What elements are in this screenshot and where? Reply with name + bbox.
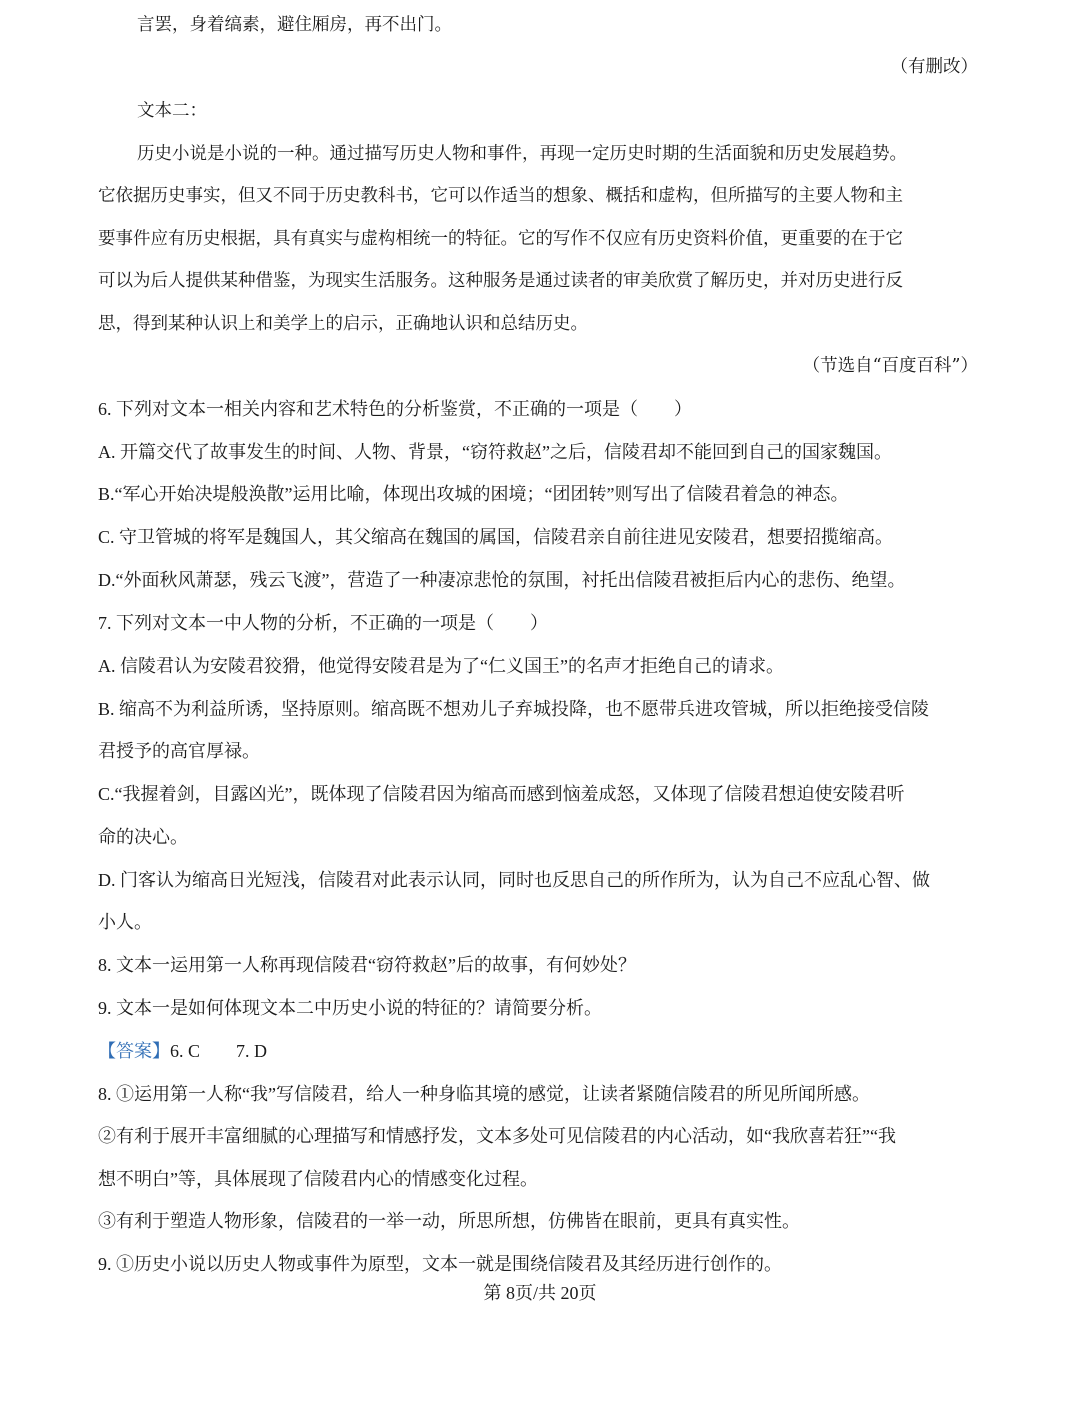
text2-line-2: 它依据历史事实，但又不同于历史教科书，它可以作适当的想象、概括和虚构，但所描写的主要人物和主 [98,186,903,206]
answer-8-point-1: 8. ①运用第一人称“我”写信陵君，给人一种身临其境的感觉，让读者紧随信陵君的所见所闻所感。 [98,1084,870,1104]
answer-line [98,1039,267,1063]
question-7-option-b-line-2: 君授予的高官厚禄。 [98,741,260,761]
text2-source: （节选自“百度百科”） [802,356,978,376]
question-7-option-c-line-1: C.“我握着剑，目露凶光”，既体现了信陵君因为缩高而感到恼羞成怒，又体现了信陵君想迫使安陵君听 [98,784,905,804]
text1-ending-line: 言罢，身着缟素，避住厢房，再不出门。 [137,15,452,35]
text2-line-1: 历史小说是小说的一种。通过描写历史人物和事件，再现一定历史时期的生活面貌和历史发展趋势。 [137,144,907,164]
answer-values: 6. C 7. D [170,1041,268,1061]
question-7-option-a: A. 信陵君认为安陵君狡猾，他觉得安陵君是为了“仁义国王”的名声才拒绝自己的请求。 [98,656,784,676]
answer-label: 【答案】 [98,1041,170,1061]
answer-9-point-1: 9. ①历史小说以历史人物或事件为原型，文本一就是围绕信陵君及其经历进行创作的。 [98,1254,782,1274]
question-6-option-a: A. 开篇交代了故事发生的时间、人物、背景，“窃符救赵”之后，信陵君却不能回到自己的国家魏国。 [98,442,892,462]
page-footer: 第 8页/共 20页 [483,1283,597,1303]
question-8-stem: 8. 文本一运用第一人称再现信陵君“窃符救赵”后的故事，有何妙处？ [98,955,636,975]
question-7-stem: 7. 下列对文本一中人物的分析，不正确的一项是（ ） [98,613,548,633]
question-6-stem: 6. 下列对文本一相关内容和艺术特色的分析鉴赏，不正确的一项是（ ） [98,399,692,419]
answer-8-point-2-line-1: ②有利于展开丰富细腻的心理描写和情感抒发，文本多处可见信陵君的内心活动，如“我欣喜若狂”“我 [98,1126,896,1146]
question-9-stem: 9. 文本一是如何体现文本二中历史小说的特征的？请简要分析。 [98,998,602,1018]
text2-line-3: 要事件应有历史根据，具有真实与虚构相统一的特征。它的写作不仅应有历史资料价值，更重要的在于它 [98,229,903,249]
text1-note: （有删改） [890,57,978,77]
text2-line-5: 思，得到某种认识上和美学上的启示，正确地认识和总结历史。 [98,314,588,334]
question-6-option-c: C. 守卫管城的将军是魏国人，其父缩高在魏国的属国，信陵君亲自前往进见安陵君，想要招揽缩高。 [98,527,894,547]
question-6-option-b: B.“军心开始决堤般涣散”运用比喻，体现出攻城的困境；“团团转”则写出了信陵君着急的神态。 [98,484,849,504]
text2-heading: 文本二： [137,101,207,121]
question-6-option-d: D.“外面秋风萧瑟，残云飞渡”，营造了一种凄凉悲怆的氛围，衬托出信陵君被拒后内心的悲伤、绝望。 [98,570,906,590]
question-7-option-c-line-2: 命的决心。 [98,827,188,847]
question-7-option-b-line-1: B. 缩高不为利益所诱，坚持原则。缩高既不想劝儿子弃城投降，也不愿带兵进攻管城，所以拒绝接受信陵 [98,699,930,719]
answer-8-point-2-line-2: 想不明白”等，具体展现了信陵君内心的情感变化过程。 [98,1169,538,1189]
text2-line-4: 可以为后人提供某种借鉴，为现实生活服务。这种服务是通过读者的审美欣赏了解历史，并对历史进行反 [98,271,903,291]
question-7-option-d-line-2: 小人。 [98,912,152,932]
question-7-option-d-line-1: D. 门客认为缩高日光短浅，信陵君对此表示认同，同时也反思自己的所作所为，认为自己不应乱心智、做 [98,870,930,890]
answer-8-point-3: ③有利于塑造人物形象，信陵君的一举一动，所思所想，仿佛皆在眼前，更具有真实性。 [98,1211,800,1231]
